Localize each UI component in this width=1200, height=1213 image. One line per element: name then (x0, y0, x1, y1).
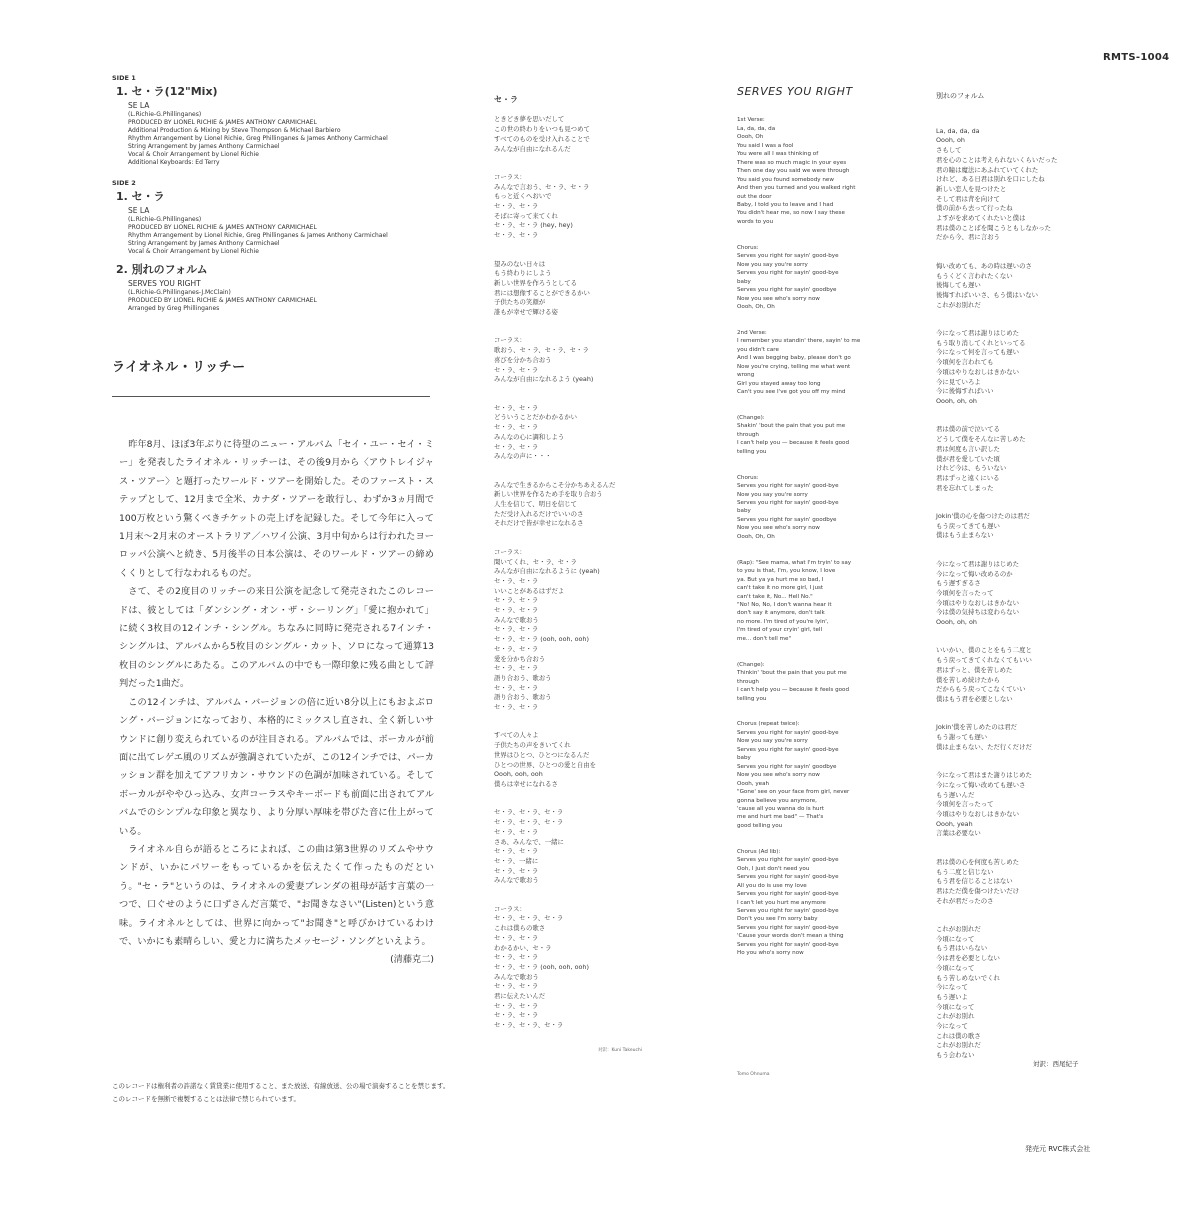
serves-you-right-transcriber: Tomo Ohnuma (737, 1072, 770, 1077)
side1-label: SIDE 1 (112, 74, 136, 82)
lyric-stanza: 君は僕の心を何度も苦しめた もう二度と信じない もう君を信じることはない 君はただ僕を傷つけたいだけ それが君だったのさ (936, 857, 1020, 905)
lyric-stanza: (Change): Thinkin' 'bout the pain that you put me through I can't help you — because it feels good telling you (737, 661, 850, 702)
lyric-stanza: コーラス： みんなで言おう、セ・ラ、セ・ラ もっと近くへおいで セ・ラ、セ・ラ そばに寄って来てくれ セ・ラ、セ・ラ (hey, hey) セ・ラ、セ・ラ (494, 172, 590, 240)
credits (112, 74, 442, 313)
liner-paragraph: この12インチは、アルバム・バージョンの倍に近い8分以上にもおよぶロング・バージョンになっており、本格的にミックスし直され、全く新しいサウンドに創り変えられているのが注目される。アルバムでは、ボーカルが前面に出てレゲエ風のリズムが強調されていたが、この12インチでは、パーカッション群を加えてアフリカン・サウンドの色調が加味されている。そしてボーカルがややひっ込み、女声コーラスやキーボードも前面に出されてアルバムでのシンプルな印象と異なり、より分厚い厚味を帯びた音に仕上がっている。 (119, 696, 434, 837)
side1-writers: (L.Richie-G.Phillinganes) (128, 111, 202, 118)
credit-line: String Arrangement by James Anthony Carmichael (128, 240, 280, 247)
liner-notes (119, 436, 434, 970)
credit-line: Vocal & Choir Arrangement by Lionel Richie (128, 248, 259, 255)
lyric-stanza: 1st Verse: La, da, da, da Oooh, Oh You said I was a fool You were all I was thinking of There was so much magic in your eyes Then one day you said we were through You said you found somebody new And then you turned and you walked right out the door Baby, I told you to leave and I had You didn't hear me, so now I say these words to you (737, 117, 856, 225)
wakare-no-form-title: 別れのフォルム (936, 92, 985, 100)
lyric-stanza: すべての人々よ 子供たちの声をきいてくれ 世界はひとつ、ひとつになるんだ ひとつの世界、ひとつの愛と自由を Oooh, ooh, ooh 僕らは幸せになれるさ (494, 731, 596, 788)
seller-label: 発売元 RVC株式会社 (1025, 1145, 1091, 1153)
side1-en-title: SE LA (128, 101, 150, 110)
wakare-no-form-translator: 対訳：西尾紀子 (1033, 1060, 1079, 1068)
liner-signature: (清藤克二) (390, 954, 434, 966)
credit-line: Additional Production & Mixing by Steve Thompson & Michael Barbiero (128, 127, 341, 134)
side2-track1-writers: (L.Richie-G.Phillinganes) (128, 216, 202, 223)
side2-track1-title: 1. セ・ラ (116, 190, 165, 203)
side2-label: SIDE 2 (112, 179, 136, 187)
lyric-stanza: Chorus: Serves you right for sayin' good-bye Now you say you're sorry Serves you right for sayin' good-bye baby Serves you right for sayin' goodbye Now you see who's sorry now Oooh, Oh, Oh (737, 474, 839, 540)
lyric-stanza: 2nd Verse: I remember you standin' there, sayin' to me you didn't care And I was begging baby, please don't go Now you're crying, telling me what went wrong Girl you stayed away too long Can't you see I've got you off my mind (737, 329, 861, 396)
lyric-stanza: セ・ラ、セ・ラ どういうことだかわかるかい セ・ラ、セ・ラ みんなの心に調和しよう セ・ラ、セ・ラ みんなの声に・・・ (494, 403, 578, 461)
se-la-lyrics (494, 84, 699, 1050)
lyric-stanza: Jokin'僕を苦しめたのは君だ もう謝っても遅い 僕は止まらない、ただ行くだけだ (936, 723, 1032, 751)
side2-track1-en: SE LA (128, 206, 150, 215)
lyric-stanza: 今になって君はまた謝りはじめた 今になって悔い改めても遅いさ もう遅いんだ 今頃何を言ったって 今頃はやりなおしはきかない Oooh, yeah 言葉は必要ない (936, 771, 1032, 838)
side2-track2-title: 2. 別れのフォルム (116, 263, 208, 276)
se-la-title: セ・ラ (494, 94, 518, 104)
lyric-stanza: 悔い改めても、あの時は遅いのさ もうくどく言われたくない 後悔しても遅い 後悔すればいいさ、もう僕はいない これがお別れだ (936, 261, 1038, 309)
lyric-stanza: (Rap): "See mama, what I'm tryin' to say to you is that, I'm, you know, I love ya. But ya ya hurt me so bad, I can't take it no more girl, I just can't take it, No... Hell No." "No! No, No, I don't wanna hear it don't say it anymore, don't talk no more. I'm tired of you're lyin', I'm tired of your cryin' girl, tell me... don't tell me" (737, 559, 852, 642)
lyric-stanza: いいかい、僕のことをもう二度と もう戻ってきてくれなくてもいい 君はずっと、僕を苦しめた 僕を苦しめ続けたから だからもう戻ってこなくていい 僕はもう君を必要としない (936, 646, 1032, 703)
credit-line: PRODUCED BY LIONEL RICHIE & JAMES ANTHONY CARMICHAEL (128, 297, 317, 304)
liner-paragraph: さて、その2度目のリッチーの来日公演を記念して発売されたこのレコードは、彼としては「ダンシング・オン・ザ・シーリング」「愛に抱かれて」に続く3枚目の12インチ・シングル。ちなみに同時に発売される7インチ・シングルは、アルバムから5枚目のシングル・カット、ソロになって通算13枚目のシングルにあたる。このアルバムの中でも一際印象に残る曲として評判だった1曲だ。 (119, 586, 434, 690)
wakare-no-form-lyrics (936, 117, 1106, 1080)
copyright-notice: このレコードは権利者の許諾なく賃貸業に使用すること、また放送、有線放送、公の場で演奏することを禁じます。 (112, 1082, 450, 1090)
credit-line: Rhythm Arrangement by Lionel Richie, Greg Phillinganes & James Anthony Carmichael (128, 135, 388, 142)
side2-credits (112, 179, 442, 313)
credit-line: Additional Keyboards: Ed Terry (128, 159, 220, 166)
serves-you-right-title: SERVES YOU RIGHT (737, 85, 853, 98)
lyric-stanza: Chorus (Ad lib): Serves you right for sayin' good-bye Ooh, I just don't need you Serves you right for sayin' good-bye All you do is use my love Serves you right for sayin' good-bye I can't let you hurt me anymore Serves you right for sayin' good-bye Don't you see I'm sorry baby Serves you right for sayin' good-bye 'Cause your words don't mean a thing Serves you right for sayin' good-bye Ho you who's sorry now (737, 848, 844, 957)
lyric-stanza: みんなで生きるからこそ分かちあえるんだ 新しい世界を作るため手を取り合おう 人生を信じて、明日を信じて ただ受け入れるだけでいいのさ それだけで皆が幸せになれるさ (494, 480, 616, 528)
lyric-stanza: Jokin'僕の心を傷つけたのは君だ もう戻ってきても遅い 僕はもう止まらない (936, 512, 1030, 540)
lyric-stanza: コーラス： 歌おう、セ・ラ、セ・ラ、セ・ラ 喜びを分かち合おう セ・ラ、セ・ラ みんなが自由になれるよう (yeah) (494, 336, 594, 384)
lyric-stanza: La, da, da, da Oooh, oh さもして 君を心のことは考えられないくらいだった 君の瞳は魔法にあふれていてくれた けれど、ある日君は別れを口にしたね 新しい恋人を見つけたと そして君は背を向けて 僕の前から去って行ったね よすがを求めてくれたいと僕は 君は僕のことばを聞こうともしなかった だから今、君に言おう (936, 126, 1058, 242)
divider (112, 396, 430, 397)
credit-line: PRODUCED BY LIONEL RICHIE & JAMES ANTHONY CARMICHAEL (128, 224, 317, 231)
artist-name: ライオネル・リッチー (112, 360, 246, 375)
lyric-stanza: コーラス： セ・ラ、セ・ラ、セ・ラ これは僕らの歌さ セ・ラ、セ・ラ わかるかい、セ・ラ セ・ラ、セ・ラ セ・ラ、セ・ラ (ooh, ooh, ooh) みんなで歌おう セ・ラ、セ・ラ 君に伝えたいんだ セ・ラ、セ・ラ セ・ラ、セ・ラ セ・ラ、セ・ラ、セ・ラ (494, 904, 589, 1030)
side1-credits (112, 74, 442, 167)
side2-track2-writers: (L.Richie-G.Phillinganes-J.McClain) (128, 289, 231, 296)
liner-paragraph: 昨年8月、ほぼ3年ぶりに待望のニュー・アルバム「セイ・ユー・セイ・ミー」を発表したライオネル・リッチーは、その後9月から〈アウトレイジャス・ツアー〉と題打ったワールド・ツアーを開始した。そのファースト・ステップとして、12月まで全米、カナダ・ツアーを敢行し、わずか3ヵ月間で100万枚という驚くべきチケットの売上げを記録した。そして今年に入って1月末〜2月末のオーストラリア／ハワイ公演、3月中旬からは行われたヨーロッパ公演へと続き、5月後半の日本公演は、そのワールド・ツアーの締めくくりとして行なわれるものだ。 (119, 439, 434, 579)
serves-you-right-lyrics (737, 108, 917, 975)
lyric-stanza: Chorus (repeat twice): Serves you right for sayin' good-bye Now you say you're sorry Serves you right for sayin' good-bye baby Serves you right for sayin' goodbye Now you see who's sorry now Oooh, yeah "Gone' see on your face from girl, never gonna believe you anymore, 'cause all you wanna do is hurt me and hurt me bad" — That's good telling you (737, 721, 850, 829)
lyric-stanza: セ・ラ、セ・ラ、セ・ラ セ・ラ、セ・ラ、セ・ラ セ・ラ、セ・ラ さあ、みんなで、一緒に セ・ラ、セ・ラ セ・ラ、一緒に セ・ラ、セ・ラ みんなで歌おう (494, 808, 564, 885)
lyric-stanza: 君は僕の前で泣いてる どうして僕をそんなに苦しめた 君は何度も言い訳した 僕が君を愛していた頃 けれど今は、もういない 君はずっと遠くにいる 君を忘れてしまった (936, 425, 1026, 492)
catalog-number: RMTS-1004 (1103, 52, 1170, 63)
lyric-stanza: コーラス： 聞いてくれ、セ・ラ、セ・ラ みんなが自由になれるように (yeah) セ・ラ、セ・ラ いいことがあるはずだよ セ・ラ、セ・ラ セ・ラ、セ・ラ みんなで歌おう セ・ラ、セ・ラ セ・ラ、セ・ラ (ooh, ooh, ooh) セ・ラ、セ・ラ 愛を分かち合おう セ・ラ、セ・ラ 語り合おう、歌おう セ・ラ、セ・ラ 語り合おう、歌おう セ・ラ、セ・ラ (494, 547, 600, 712)
lyric-stanza: ときどき夢を思いだして この世の終わりをいつも見つめて すべてのものを受け入れることで みんなが自由になれるんだ (494, 115, 590, 153)
lyric-stanza: これがお別れだ 今頃になって もう君はいらない 今は君を必要としない 今頃になって もう苦しめないでくれ 今になって もう遅いよ 今頃になって これがお別れ 今になって これは僕の歌さ これがお別れだ もう会わない (936, 925, 1000, 1060)
lyric-stanza: 今になって君は謝りはじめた もう取り消してくれといってる 今になって何を言っても遅い 今頃何を言われても 今頃はやりなおしはきかない 今に見ていろよ 今に後悔すればいい Oooh, oh, oh (936, 329, 1026, 405)
credit-line: Arranged by Greg Phillinganes (128, 305, 220, 312)
lyric-stanza: 望みのない日々は もう終わりにしよう 新しい世界を作ろうとしてる 君には想像することができるかい 子供たちの笑顔が 誰もが幸せで輝ける姿 (494, 259, 590, 317)
side1-track-title: 1. セ・ラ(12"Mix) (116, 85, 218, 98)
lyric-stanza: (Change): Shakin' 'bout the pain that you put me through I can't help you — because it feels good telling you (737, 414, 850, 455)
liner-paragraph: ライオネル自らが語るところによれば、この曲は第3世界のリズムやサウンドが、いかにパワーをもっているかを伝えたくて作ったものだという。"セ・ラ"というのは、ライオネルの愛妻ブレンダの祖母が話す言葉の一つで、口ぐせのように口ずさんだ言葉で、"お聞きなさい"(Listen)という意味。ライオネルとしては、世界に向かって"お聞き"と呼びかけているわけで、いかにも素晴らしい、愛と力に満ちたメッセージ・ソングといえよう。 (119, 843, 434, 947)
credit-line: Vocal & Choir Arrangement by Lionel Richie (128, 151, 259, 158)
credit-line: Rhythm Arrangement by Lionel Richie, Greg Phillinganes & James Anthony Carmichael (128, 232, 388, 239)
credit-line: String Arrangement by James Anthony Carmichael (128, 143, 280, 150)
lyric-stanza: 今になって君は謝りはじめた 今になって悔い改めるのか もう遅すぎるさ 今頃何を言ったって 今頃はやりなおしはきかない 今は僕の気持ちは変わらない Oooh, oh, oh (936, 559, 1020, 627)
credit-line: PRODUCED BY LIONEL RICHIE & JAMES ANTHONY CARMICHAEL (128, 119, 317, 126)
lyric-stanza: Chorus: Serves you right for sayin' good-bye Now you say you're sorry Serves you right for sayin' good-bye baby Serves you right for sayin' goodbye Now you see who's sorry now Oooh, Oh, Oh (737, 244, 839, 310)
copyright-notice: このレコードを無断で複製することは法律で禁じられています。 (112, 1095, 300, 1103)
se-la-translator: 対訳：Kuni Takeuchi (598, 1048, 643, 1053)
side2-track2-en: SERVES YOU RIGHT (128, 279, 201, 288)
